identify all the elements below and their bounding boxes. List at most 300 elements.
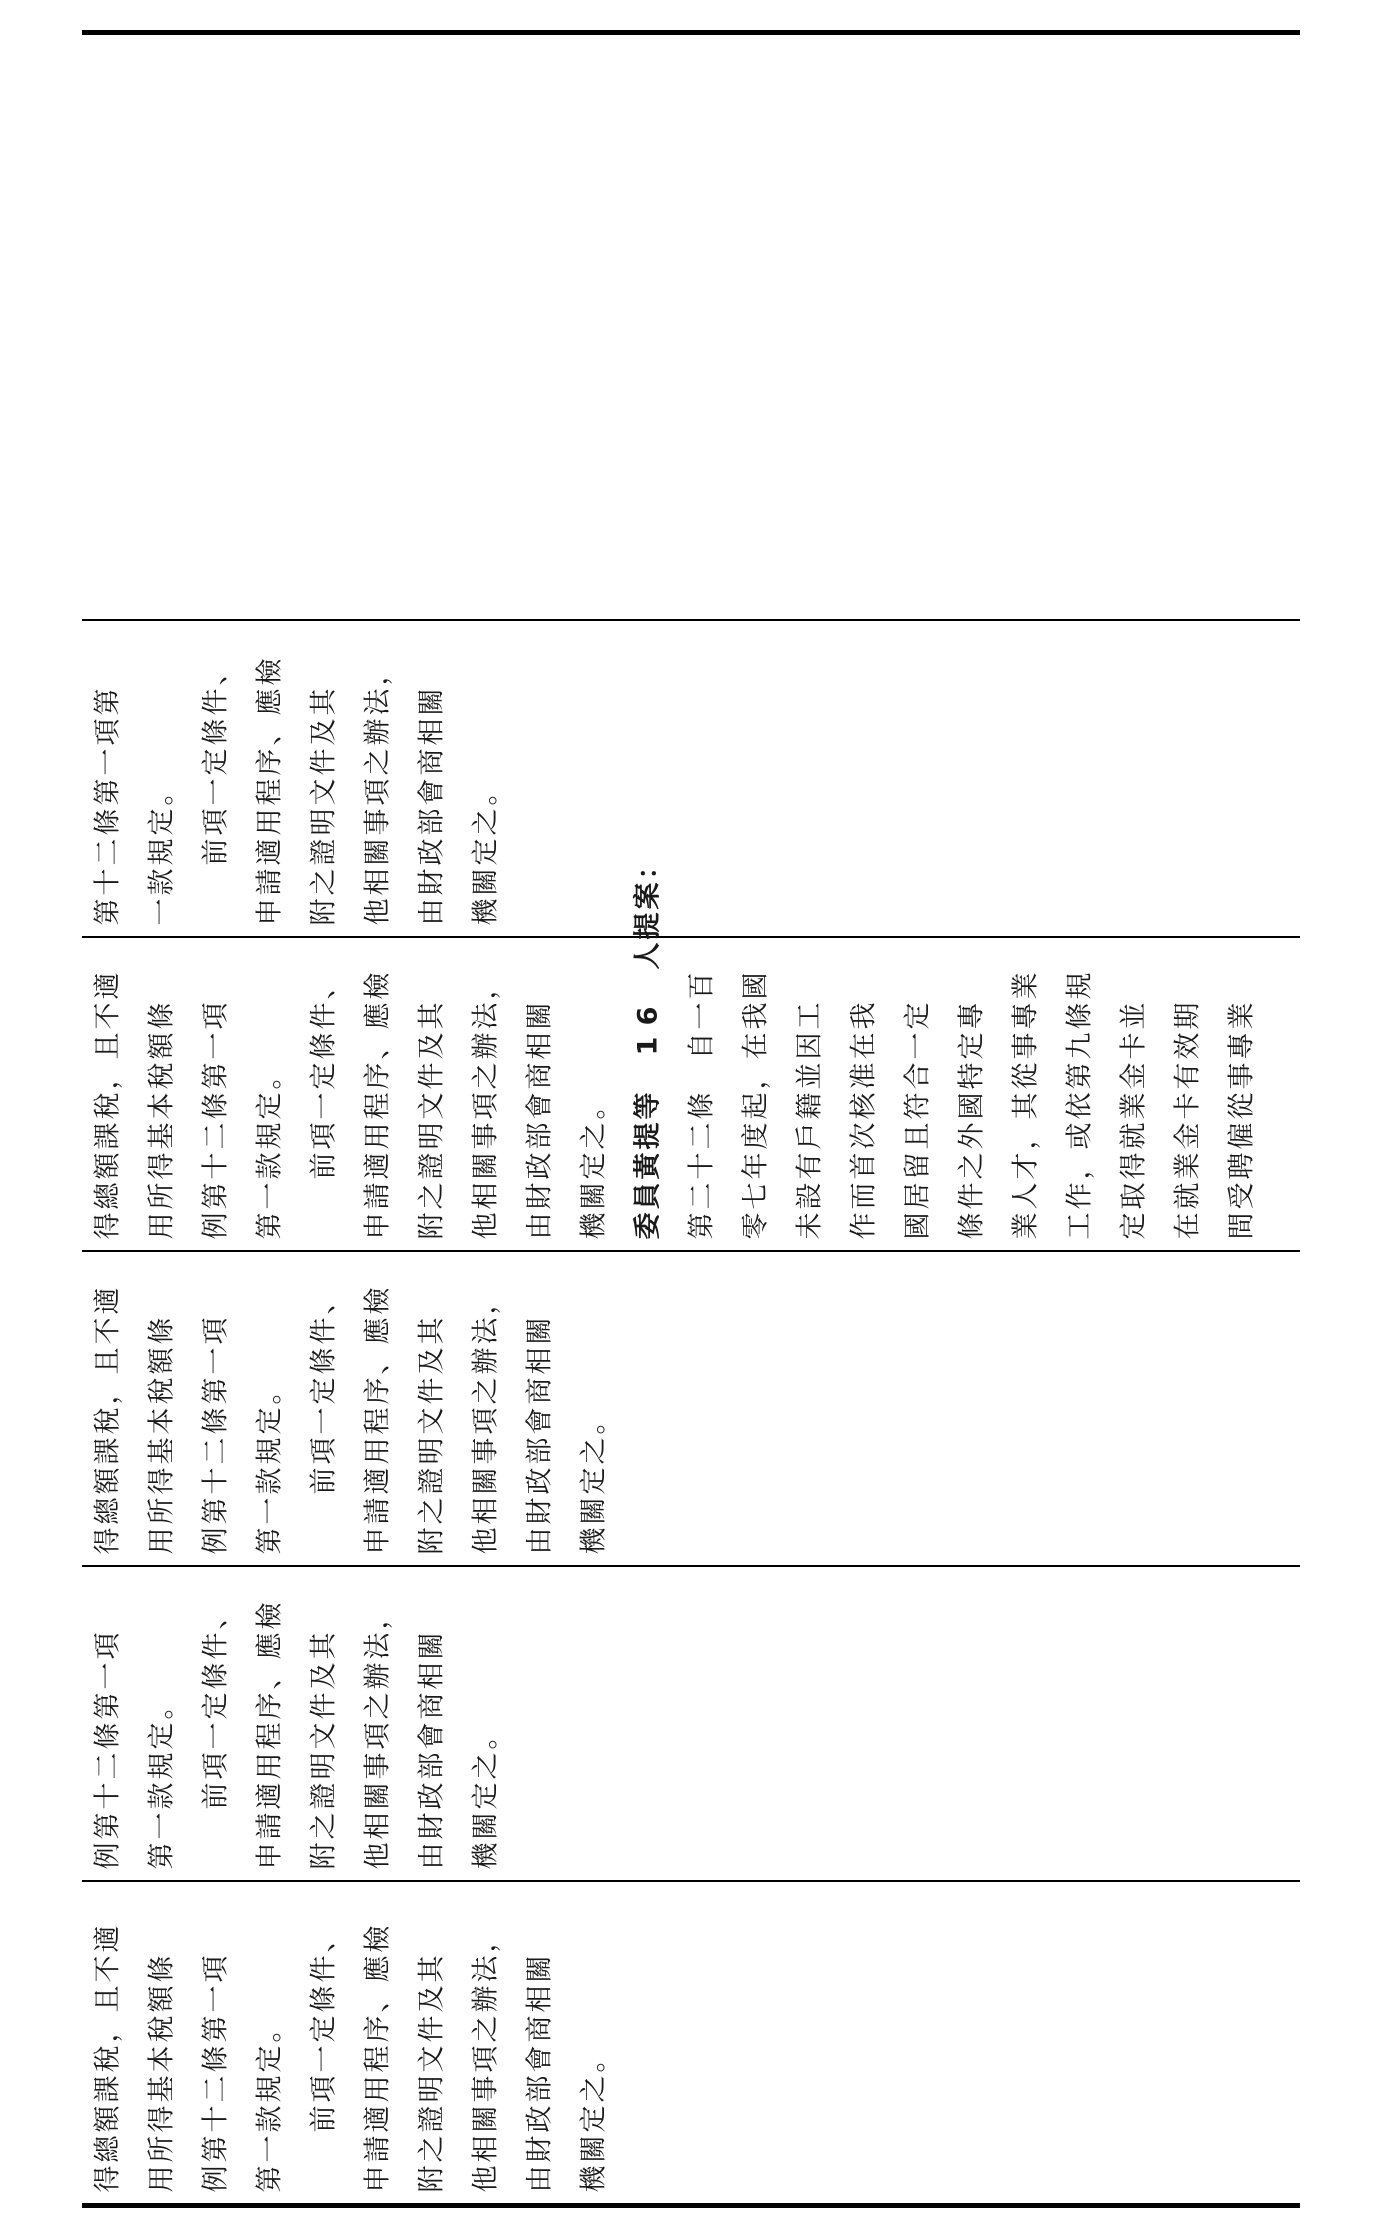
glyph: 。 (470, 778, 501, 806)
glyph: 定 (956, 1032, 987, 1060)
glyph: 相 (416, 718, 447, 746)
glyph: 機 (578, 1527, 609, 1555)
text-line (198, 1884, 234, 2200)
glyph: ， (92, 1062, 123, 1090)
glyph: 適 (92, 972, 123, 1000)
glyph: 關 (470, 1812, 501, 1840)
glyph: 總 (92, 2135, 123, 2163)
glyph: 一 (200, 1347, 231, 1375)
glyph: 相 (524, 1032, 555, 1060)
glyph: 證 (416, 2105, 447, 2133)
glyph: 業 (1226, 1002, 1257, 1030)
glyph: 本 (146, 1407, 177, 1435)
glyph: 項 (470, 1407, 501, 1435)
glyph: 首 (848, 1152, 879, 1180)
text-line (522, 1254, 558, 1562)
glyph (309, 2136, 339, 2163)
glyph: 件 (308, 1955, 339, 1983)
glyph: 起 (740, 1092, 771, 1120)
glyph: 規 (1064, 972, 1095, 1000)
glyph: 關 (524, 1317, 555, 1345)
glyph: 用 (254, 1752, 285, 1780)
glyph: 由 (416, 1842, 447, 1870)
glyph: 其 (416, 1955, 447, 1983)
glyph: 效 (1172, 1032, 1203, 1060)
glyph: 件 (308, 1692, 339, 1720)
glyph: 之 (362, 748, 393, 776)
glyph: 事 (1010, 1032, 1041, 1060)
text-line (1116, 940, 1152, 1247)
glyph: 請 (254, 1812, 285, 1840)
glyph: 項 (362, 778, 393, 806)
glyph: 從 (1226, 1092, 1257, 1120)
glyph: 前 (308, 1467, 339, 1495)
glyph: 額 (92, 2105, 123, 2133)
glyph: 定 (470, 1782, 501, 1810)
glyph: 自 (686, 1032, 717, 1060)
glyph: 關 (524, 1955, 555, 1983)
glyph: 文 (416, 1092, 447, 1120)
glyph: 額 (146, 1347, 177, 1375)
text-line (360, 1254, 396, 1562)
glyph: 之 (578, 1122, 609, 1150)
glyph: 其 (308, 688, 339, 716)
glyph: 。 (254, 1062, 285, 1090)
glyph: 例 (200, 1527, 231, 1555)
glyph: 不 (92, 1317, 123, 1345)
glyph: 之 (416, 1182, 447, 1210)
glyph: 十 (92, 1782, 123, 1810)
glyph: 關 (470, 868, 501, 896)
glyph: 檢 (254, 1602, 285, 1630)
glyph: 他 (362, 1842, 393, 1870)
glyph: 條 (686, 1092, 717, 1120)
glyph: 明 (308, 1752, 339, 1780)
glyph: 作 (848, 1212, 879, 1240)
text-line (522, 1884, 558, 2200)
glyph: 財 (416, 868, 447, 896)
glyph: 而 (848, 1182, 879, 1210)
glyph: 檢 (362, 1287, 393, 1315)
glyph: 項 (200, 1955, 231, 1983)
glyph: 事 (470, 1437, 501, 1465)
glyph: 第 (146, 1842, 177, 1870)
glyph: 關 (578, 1497, 609, 1525)
glyph: 條 (308, 1032, 339, 1060)
glyph: 一 (200, 1722, 231, 1750)
text-line (198, 1569, 234, 1877)
glyph (201, 1843, 231, 1870)
column-1-text (82, 623, 1300, 933)
glyph: 例 (200, 2165, 231, 2193)
glyph: 請 (362, 1182, 393, 1210)
glyph: 額 (146, 1032, 177, 1060)
glyph: 事 (362, 808, 393, 836)
glyph: 一 (254, 2135, 285, 2163)
glyph: 定 (902, 1002, 933, 1030)
glyph: 稅 (92, 1407, 123, 1435)
glyph: 及 (308, 1662, 339, 1690)
glyph: 之 (578, 1437, 609, 1465)
glyph: ， (470, 972, 501, 1000)
text-line (306, 1569, 342, 1877)
glyph: 項 (308, 2075, 339, 2103)
glyph: 序 (254, 1692, 285, 1720)
glyph: 九 (1064, 1032, 1095, 1060)
glyph: 會 (416, 778, 447, 806)
glyph: 有 (794, 1152, 825, 1180)
glyph: 款 (254, 1152, 285, 1180)
glyph: 定 (470, 838, 501, 866)
glyph: 第 (200, 2015, 231, 2043)
glyph: ， (362, 658, 393, 686)
glyph: 稅 (146, 1062, 177, 1090)
glyph: 及 (416, 1347, 447, 1375)
glyph: 之 (578, 2075, 609, 2103)
glyph: 定 (578, 2105, 609, 2133)
column-5-text (82, 1884, 1300, 2200)
glyph: 例 (200, 1212, 231, 1240)
glyph: 因 (794, 1032, 825, 1060)
glyph: 定 (146, 808, 177, 836)
text-line (198, 1254, 234, 1562)
glyph: 未 (794, 1212, 825, 1240)
glyph: 會 (524, 1092, 555, 1120)
glyph: ， (470, 1287, 501, 1315)
glyph (309, 1528, 339, 1555)
bottom-border (82, 2203, 1300, 2208)
glyph: 用 (362, 2075, 393, 2103)
glyph: 。 (470, 1722, 501, 1750)
glyph: 、 (362, 1032, 393, 1060)
glyph: 。 (578, 2045, 609, 2073)
glyph: 、 (308, 972, 339, 1000)
glyph: 前 (200, 838, 231, 866)
glyph: 金 (1172, 1122, 1203, 1150)
text-line (252, 1569, 288, 1877)
glyph: 准 (848, 1062, 879, 1090)
glyph (687, 1063, 717, 1090)
glyph: 條 (200, 1407, 231, 1435)
glyph: 或 (1064, 1122, 1095, 1150)
glyph: 他 (470, 1527, 501, 1555)
text-line (144, 1254, 180, 1562)
glyph: 項 (470, 2045, 501, 2073)
glyph: 請 (362, 1497, 393, 1525)
glyph: 之 (416, 1497, 447, 1525)
glyph: 應 (254, 1632, 285, 1660)
glyph: 前 (308, 1152, 339, 1180)
glyph: 6 (631, 1006, 663, 1026)
glyph: 前 (200, 1782, 231, 1810)
glyph: 檢 (362, 1925, 393, 1953)
glyph: 證 (416, 1152, 447, 1180)
glyph: 業 (1118, 1092, 1149, 1120)
glyph: 業 (1010, 1212, 1041, 1240)
glyph: 不 (92, 1955, 123, 1983)
glyph: 。 (578, 1092, 609, 1120)
glyph: 由 (524, 2165, 555, 2193)
column-4-text (82, 1569, 1300, 1877)
glyph: 用 (362, 1122, 393, 1150)
glyph: 商 (524, 1377, 555, 1405)
text-line (414, 1569, 450, 1877)
glyph: 政 (524, 1467, 555, 1495)
glyph: 相 (470, 1497, 501, 1525)
glyph: 申 (254, 1842, 285, 1870)
glyph: 件 (416, 2015, 447, 2043)
glyph: 基 (146, 1122, 177, 1150)
text-line (846, 940, 882, 1247)
glyph: 七 (740, 1182, 771, 1210)
glyph: 第 (92, 1812, 123, 1840)
glyph: 得 (146, 1152, 177, 1180)
glyph: 一 (92, 748, 123, 776)
glyph: 核 (848, 1092, 879, 1120)
glyph (309, 2166, 339, 2193)
glyph: 一 (254, 1182, 285, 1210)
glyph (309, 1213, 339, 1240)
glyph: 在 (1172, 1212, 1203, 1240)
glyph: 辦 (470, 1985, 501, 2013)
text-line (414, 940, 450, 1247)
glyph: 國 (740, 972, 771, 1000)
glyph: 附 (416, 1212, 447, 1240)
text-line (414, 623, 450, 933)
glyph: 、 (308, 1287, 339, 1315)
glyph: 業 (1172, 1152, 1203, 1180)
glyph: 政 (416, 838, 447, 866)
glyph: 稅 (146, 1377, 177, 1405)
glyph: 1 (631, 1036, 663, 1056)
glyph: 由 (524, 1212, 555, 1240)
glyph: 序 (362, 1062, 393, 1090)
glyph: 定 (200, 748, 231, 776)
glyph: 。 (146, 778, 177, 806)
glyph: 及 (416, 1032, 447, 1060)
glyph: 合 (902, 1062, 933, 1090)
glyph: 前 (308, 2105, 339, 2133)
glyph: 條 (200, 1092, 231, 1120)
text-line (468, 1569, 504, 1877)
glyph: 第 (92, 898, 123, 926)
glyph: 員 (632, 1182, 663, 1210)
glyph: 一 (92, 1662, 123, 1690)
glyph: 、 (200, 658, 231, 686)
glyph: 我 (740, 1002, 771, 1030)
glyph: 請 (362, 2135, 393, 2163)
text-line (576, 940, 612, 1247)
glyph: 項 (92, 718, 123, 746)
glyph: 定 (308, 2015, 339, 2043)
glyph: 一 (146, 898, 177, 926)
glyph: 事 (470, 2075, 501, 2103)
glyph (309, 1183, 339, 1210)
glyph: 財 (524, 2135, 555, 2163)
glyph: 款 (146, 1782, 177, 1810)
glyph: 工 (794, 1002, 825, 1030)
glyph: 附 (308, 1842, 339, 1870)
glyph: 零 (740, 1212, 771, 1240)
text-line (684, 940, 720, 1247)
glyph: 黃 (632, 1152, 663, 1180)
glyph: 條 (146, 1317, 177, 1345)
text-line (360, 623, 396, 933)
glyph: 其 (1010, 1092, 1041, 1120)
glyph: 序 (362, 1377, 393, 1405)
glyph: 十 (200, 1467, 231, 1495)
glyph: ， (362, 1602, 393, 1630)
glyph: 明 (416, 1437, 447, 1465)
glyph: ， (92, 2015, 123, 2043)
glyph: 項 (308, 1122, 339, 1150)
glyph: 款 (146, 868, 177, 896)
glyph: 本 (146, 2045, 177, 2073)
glyph: 籍 (794, 1092, 825, 1120)
glyph: 間 (1226, 1212, 1257, 1240)
glyph: 財 (524, 1497, 555, 1525)
glyph: 之 (308, 1812, 339, 1840)
glyph: 相 (470, 2135, 501, 2163)
glyph: 辦 (362, 1662, 393, 1690)
glyph: 第 (200, 2135, 231, 2163)
glyph: 專 (1226, 1032, 1257, 1060)
glyph: 之 (470, 2015, 501, 2043)
glyph: ， (92, 1377, 123, 1405)
glyph: 關 (578, 1182, 609, 1210)
glyph: 應 (362, 1317, 393, 1345)
text-line (306, 1884, 342, 2200)
glyph (201, 1813, 231, 1840)
glyph: 十 (686, 1152, 717, 1180)
glyph: 定 (254, 1407, 285, 1435)
glyph: 之 (470, 1062, 501, 1090)
glyph: 第 (92, 1692, 123, 1720)
glyph: 、 (362, 1347, 393, 1375)
glyph: 關 (470, 1152, 501, 1180)
text-line (144, 1884, 180, 2200)
glyph: 符 (902, 1092, 933, 1120)
glyph: 部 (524, 1437, 555, 1465)
glyph: 一 (200, 1985, 231, 2013)
glyph: 程 (254, 1722, 285, 1750)
glyph: 得 (92, 1527, 123, 1555)
glyph: 相 (416, 1662, 447, 1690)
glyph: 所 (146, 2135, 177, 2163)
glyph: 第 (254, 1527, 285, 1555)
text-line (252, 1254, 288, 1562)
text-line (306, 1254, 342, 1562)
glyph: 一 (146, 1812, 177, 1840)
glyph: 適 (92, 1287, 123, 1315)
glyph: 十 (200, 2105, 231, 2133)
glyph: 一 (200, 1032, 231, 1060)
glyph: 之 (470, 1752, 501, 1780)
glyph: 定 (308, 1377, 339, 1405)
glyph: 度 (740, 1122, 771, 1150)
glyph: 額 (146, 1985, 177, 2013)
glyph: 序 (254, 748, 285, 776)
glyph: 適 (362, 1467, 393, 1495)
glyph: 部 (524, 1122, 555, 1150)
glyph: 條 (956, 1212, 987, 1240)
glyph: 、 (362, 1985, 393, 2013)
glyph: 十 (92, 868, 123, 896)
glyph: 件 (416, 1062, 447, 1090)
glyph: 之 (470, 808, 501, 836)
glyph: 之 (416, 2135, 447, 2163)
glyph: 程 (254, 778, 285, 806)
glyph: 辦 (470, 1032, 501, 1060)
glyph: 提 (632, 912, 663, 940)
glyph: 人 (632, 942, 663, 970)
glyph: 金 (1118, 1062, 1149, 1090)
glyph: 定 (578, 1152, 609, 1180)
glyph: 相 (524, 1985, 555, 2013)
glyph: 附 (416, 2165, 447, 2193)
text-line (468, 1254, 504, 1562)
glyph: 文 (416, 2045, 447, 2073)
glyph: 政 (524, 1152, 555, 1180)
glyph: 項 (92, 1632, 123, 1660)
glyph: 期 (1172, 1002, 1203, 1030)
glyph: 基 (146, 1437, 177, 1465)
glyph: 適 (92, 1925, 123, 1953)
glyph: 由 (416, 898, 447, 926)
glyph: 定 (146, 1722, 177, 1750)
glyph: 用 (146, 1527, 177, 1555)
glyph: 項 (200, 1002, 231, 1030)
glyph: 機 (578, 1212, 609, 1240)
text-line (252, 940, 288, 1247)
glyph: 得 (92, 1212, 123, 1240)
glyph: 檢 (362, 972, 393, 1000)
glyph: 定 (578, 1467, 609, 1495)
text-line (90, 1884, 126, 2200)
glyph: 第 (200, 1377, 231, 1405)
glyph: 一 (254, 1497, 285, 1525)
glyph: 二 (200, 1122, 231, 1150)
glyph: 。 (254, 1377, 285, 1405)
glyph: 商 (416, 1692, 447, 1720)
glyph: 且 (92, 1032, 123, 1060)
glyph: 用 (254, 808, 285, 836)
glyph: 申 (254, 898, 285, 926)
glyph: 部 (524, 2075, 555, 2103)
text-line (144, 940, 180, 1247)
glyph: 機 (470, 1842, 501, 1870)
glyph: 之 (362, 1692, 393, 1720)
glyph: 申 (362, 2165, 393, 2193)
glyph (201, 869, 231, 896)
glyph: 其 (308, 1632, 339, 1660)
glyph: 關 (362, 838, 393, 866)
glyph: 事 (362, 1752, 393, 1780)
glyph: 規 (254, 1437, 285, 1465)
glyph: 得 (146, 1467, 177, 1495)
glyph: 項 (200, 1317, 231, 1345)
glyph: 政 (416, 1782, 447, 1810)
glyph: 。 (146, 1692, 177, 1720)
glyph: 、 (254, 718, 285, 746)
glyph: 居 (902, 1182, 933, 1210)
glyph: 序 (362, 2015, 393, 2043)
glyph: 定 (308, 1062, 339, 1090)
text-line (360, 1884, 396, 2200)
text-line (252, 623, 288, 933)
glyph: 且 (902, 1122, 933, 1150)
glyph: 附 (308, 898, 339, 926)
